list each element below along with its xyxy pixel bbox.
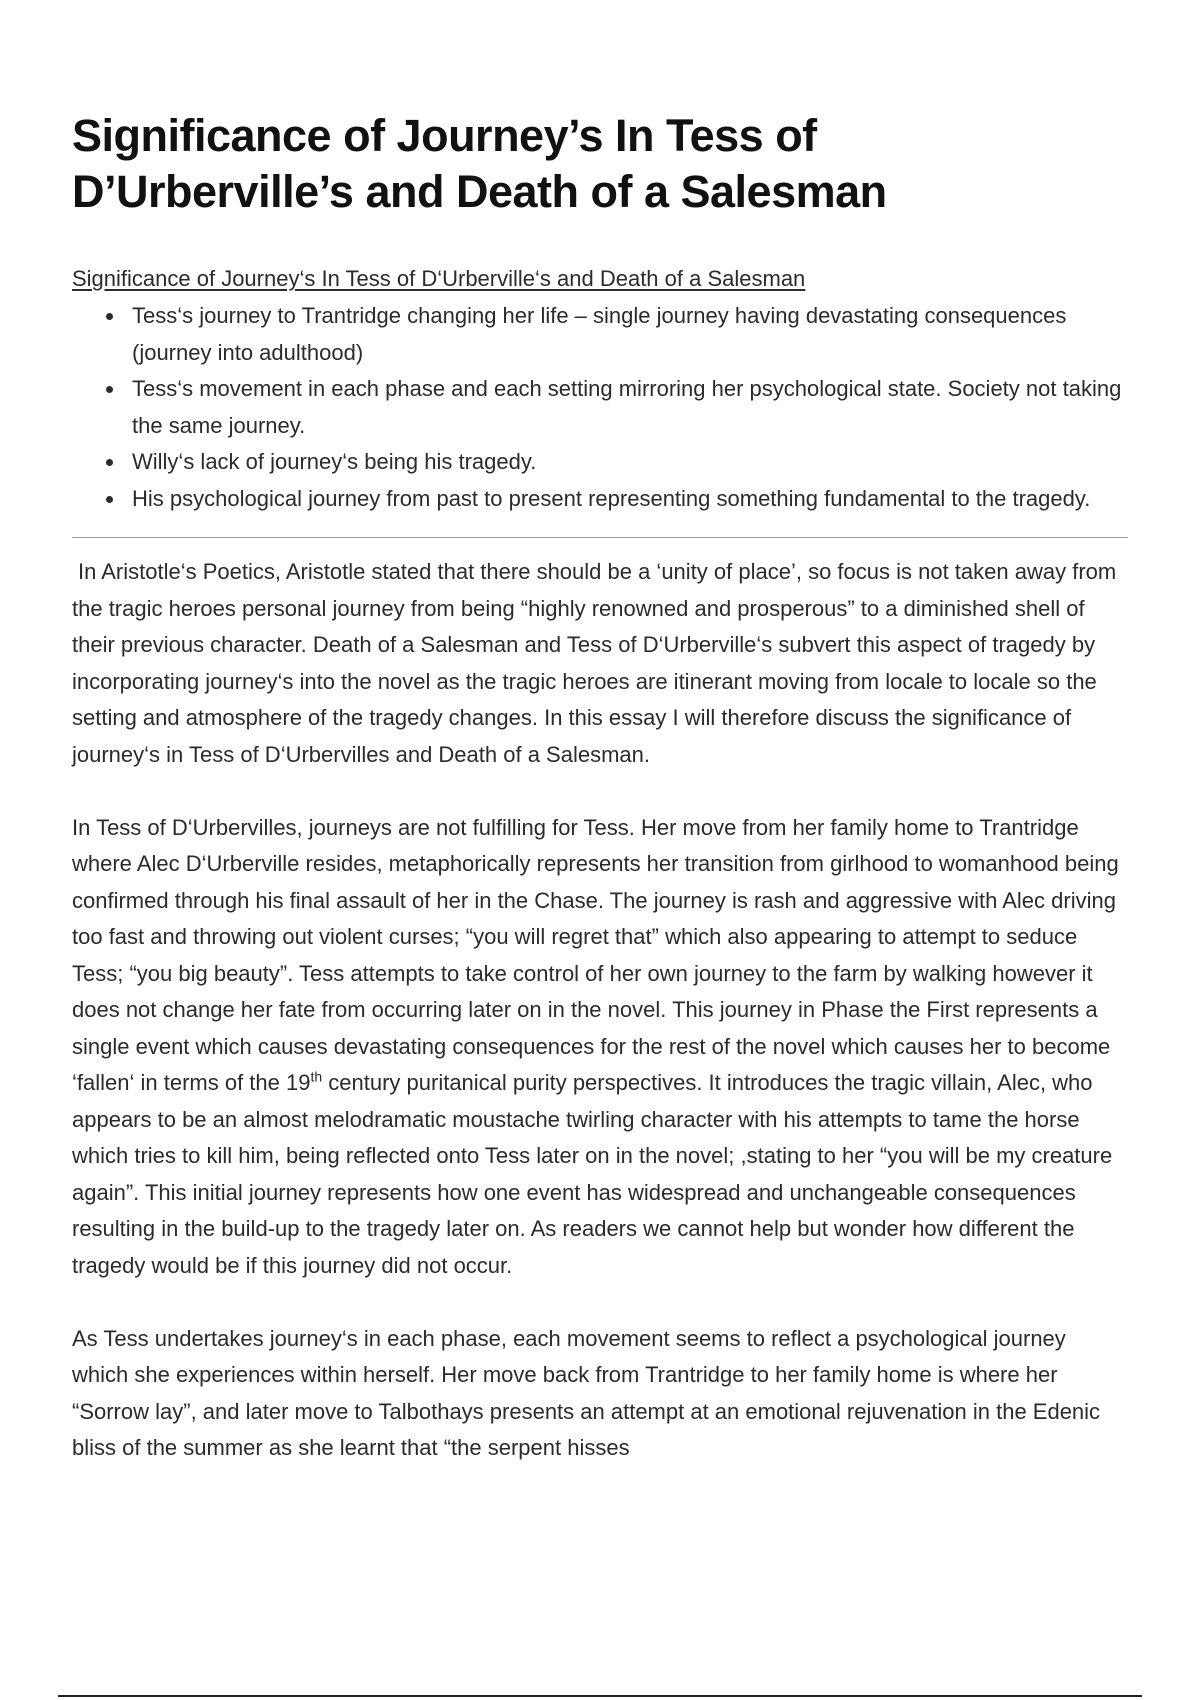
list-item bbox=[132, 444, 1128, 481]
bullet-icon bbox=[106, 386, 113, 393]
list-item-text: Tess‘s movement in each phase and each setting mirroring her psychological state. Society not taking the same journey. bbox=[132, 376, 1122, 438]
list-item bbox=[132, 481, 1128, 518]
body-paragraph-intro: In Aristotle‘s Poetics, Aristotle stated that there should be a ‘unity of place’, so focus is not taken away from the tragic heroes personal journey from being “highly renowned and prosperous” to a diminished shell of their previous character. Death of a Salesman and Tess of D‘Urberville‘s subvert this aspect of tragedy by incorporating journey‘s into the novel as the tragic heroes are itinerant moving from locale to locale so the setting and atmosphere of the tragedy changes. In this essay I will therefore discuss the significance of journey‘s in Tess of D‘Urbervilles and Death of a Salesman. bbox=[72, 559, 1117, 767]
title-line-2: D’Urberville’s and Death of a Salesman bbox=[72, 166, 887, 217]
section-divider bbox=[72, 537, 1128, 538]
bullet-icon bbox=[106, 496, 113, 503]
list-item-text: Tess‘s journey to Trantridge changing her life – single journey having devastating consequences (journey into adulthood) bbox=[132, 303, 1067, 365]
summary-bullet-list bbox=[72, 298, 1128, 517]
paragraph-text: In Tess of D‘Urbervilles, journeys are not fulfilling for Tess. Her move from her family home to Trantridge where Alec D‘Urberville resides, metaphorically represents her transition from girlhood to womanhood being confirmed through his final assault of her in the Chase. The journey is rash and aggressive with Alec driving too fast and throwing out violent curses; “you will regret that” which also appearing to attempt to seduce Tess; “you big beauty”. Tess attempts to take control of her own journey to the farm by walking however it does not change her fate from occurring later on in the novel. This journey in Phase the First represents a single event which causes devastating consequences for the rest of the novel which causes her to become ‘fallen‘ in terms of the 19 bbox=[72, 814, 1119, 1095]
list-item-text: Willy‘s lack of journey‘s being his tragedy. bbox=[132, 449, 537, 474]
paragraph-text: century puritanical purity perspectives. It introduces the tragic villain, Alec, who appears to be an almost melodramatic moustache twirling character with his attempts to tame the horse which tries to kill him, being reflected onto Tess later on in the novel; ,stating to her “you will be my creature again”. This initial journey represents how one event has widespread and unchangeable consequences resulting in the build-up to the tragedy later on. As readers we cannot help but wonder how different the tragedy would be if this journey did not occur. bbox=[72, 1070, 1113, 1278]
body-paragraph-trantridge bbox=[72, 810, 1128, 1285]
bullet-icon bbox=[106, 459, 113, 466]
title-line-1: Significance of Journey’s In Tess of bbox=[72, 110, 817, 161]
list-item-text: His psychological journey from past to present representing something fundamental to the tragedy. bbox=[132, 485, 1091, 511]
superscript-text: th bbox=[310, 1068, 323, 1085]
document-page bbox=[72, 108, 1128, 1503]
list-item bbox=[132, 298, 1128, 371]
bullet-icon bbox=[106, 313, 113, 320]
body-paragraph-phases: As Tess undertakes journey‘s in each phase, each movement seems to reflect a psychological journey which she experiences within herself. Her move back from Trantridge to her family home is where her “Sorrow lay”, and later move to Talbothays presents an attempt at an emotional rejuvenation in the Edenic bliss of the summer as she learnt that “the serpent hisses bbox=[72, 1325, 1101, 1460]
page-title bbox=[72, 108, 1128, 220]
list-item bbox=[132, 371, 1128, 444]
summary-heading-link[interactable]: Significance of Journey‘s In Tess of D‘Urberville‘s and Death of a Salesman bbox=[72, 266, 806, 291]
page-bottom-rule bbox=[58, 1695, 1142, 1697]
